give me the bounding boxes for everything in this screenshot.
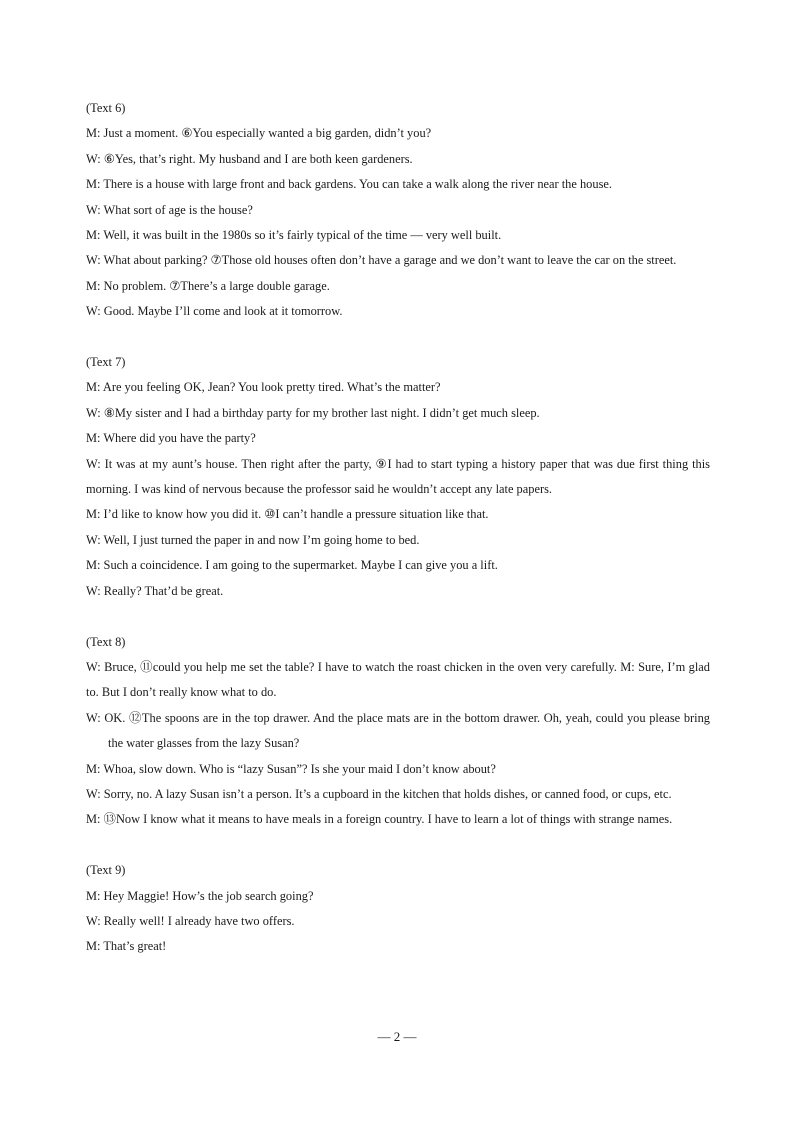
section-heading: (Text 9) xyxy=(86,863,126,878)
section-text-8 xyxy=(86,630,710,833)
dialogue-line: M: Just a moment. ⑥You especially wanted a big garden, didn’t you? xyxy=(86,126,432,141)
dialogue-line: M: Well, it was built in the 1980s so it’s fairly typical of the time — very well built. xyxy=(86,228,502,243)
dialogue-line: W: Good. Maybe I’ll come and look at it tomorrow. xyxy=(86,304,343,319)
section-gap xyxy=(86,833,710,858)
page-number: — 2 — xyxy=(377,1029,417,1044)
dialogue-line: M: There is a house with large front and back gardens. You can take a walk along the river near the house. xyxy=(86,177,612,192)
dialogue-line: M: Where did you have the party? xyxy=(86,431,256,446)
dialogue-line: M: That’s great! xyxy=(86,939,167,954)
section-text-6 xyxy=(86,96,710,325)
dialogue-line: W: Bruce, ⑪could you help me set the table? I have to watch the roast chicken in the oven very carefully. M: Sure, I’m glad to. But I don’t really know what to do. xyxy=(86,659,710,700)
section-gap xyxy=(86,325,710,350)
section-text-7 xyxy=(86,350,710,604)
dialogue-line: M: Such a coincidence. I am going to the supermarket. Maybe I can give you a lift. xyxy=(86,558,498,573)
section-heading: (Text 8) xyxy=(86,634,126,649)
section-heading: (Text 6) xyxy=(86,101,126,115)
dialogue-line: W: It was at my aunt’s house. Then right after the party, ⑨I had to start typing a history paper that was due first thing this morning. I was kind of nervous because the professor said he wouldn’t accept any late papers. xyxy=(86,456,710,497)
section-gap xyxy=(86,604,710,629)
dialogue-line: M: No problem. ⑦There’s a large double garage. xyxy=(86,278,330,293)
dialogue-line: W: ⑧My sister and I had a birthday party for my brother last night. I didn’t get much sleep. xyxy=(86,405,540,420)
dialogue-line: M: I’d like to know how you did it. ⑩I can’t handle a pressure situation like that. xyxy=(86,507,489,522)
dialogue-line: W: ⑥Yes, that’s right. My husband and I are both keen gardeners. xyxy=(86,151,413,166)
dialogue-line: M: Hey Maggie! How’s the job search going? xyxy=(86,888,314,903)
dialogue-line: W: Sorry, no. A lazy Susan isn’t a person. It’s a cupboard in the kitchen that holds dishes, or canned food, or cups, etc. xyxy=(86,786,672,801)
dialogue-line: M: Whoa, slow down. Who is “lazy Susan”? Is she your maid I don’t know about? xyxy=(86,761,496,776)
dialogue-line: M: Are you feeling OK, Jean? You look pretty tired. What’s the matter? xyxy=(86,380,441,395)
section-heading: (Text 7) xyxy=(86,355,126,370)
section-text-9 xyxy=(86,858,710,960)
dialogue-line: W: Really? That’d be great. xyxy=(86,583,224,598)
dialogue-line: M: ⑬Now I know what it means to have meals in a foreign country. I have to learn a lot of things with strange names. xyxy=(86,812,673,827)
dialogue-line: W: Well, I just turned the paper in and now I’m going home to bed. xyxy=(86,532,420,547)
transcript-content xyxy=(86,96,710,960)
dialogue-line: W: Really well! I already have two offers. xyxy=(86,913,295,928)
dialogue-line: W: What about parking? ⑦Those old houses often don’t have a garage and we don’t want to leave the car on the street. xyxy=(86,253,677,268)
dialogue-line: W: OK. ⑫The spoons are in the top drawer. And the place mats are in the bottom drawer. Oh, yeah, could you please bring the water glasses from the lazy Susan? xyxy=(86,710,710,751)
dialogue-line: W: What sort of age is the house? xyxy=(86,202,253,217)
